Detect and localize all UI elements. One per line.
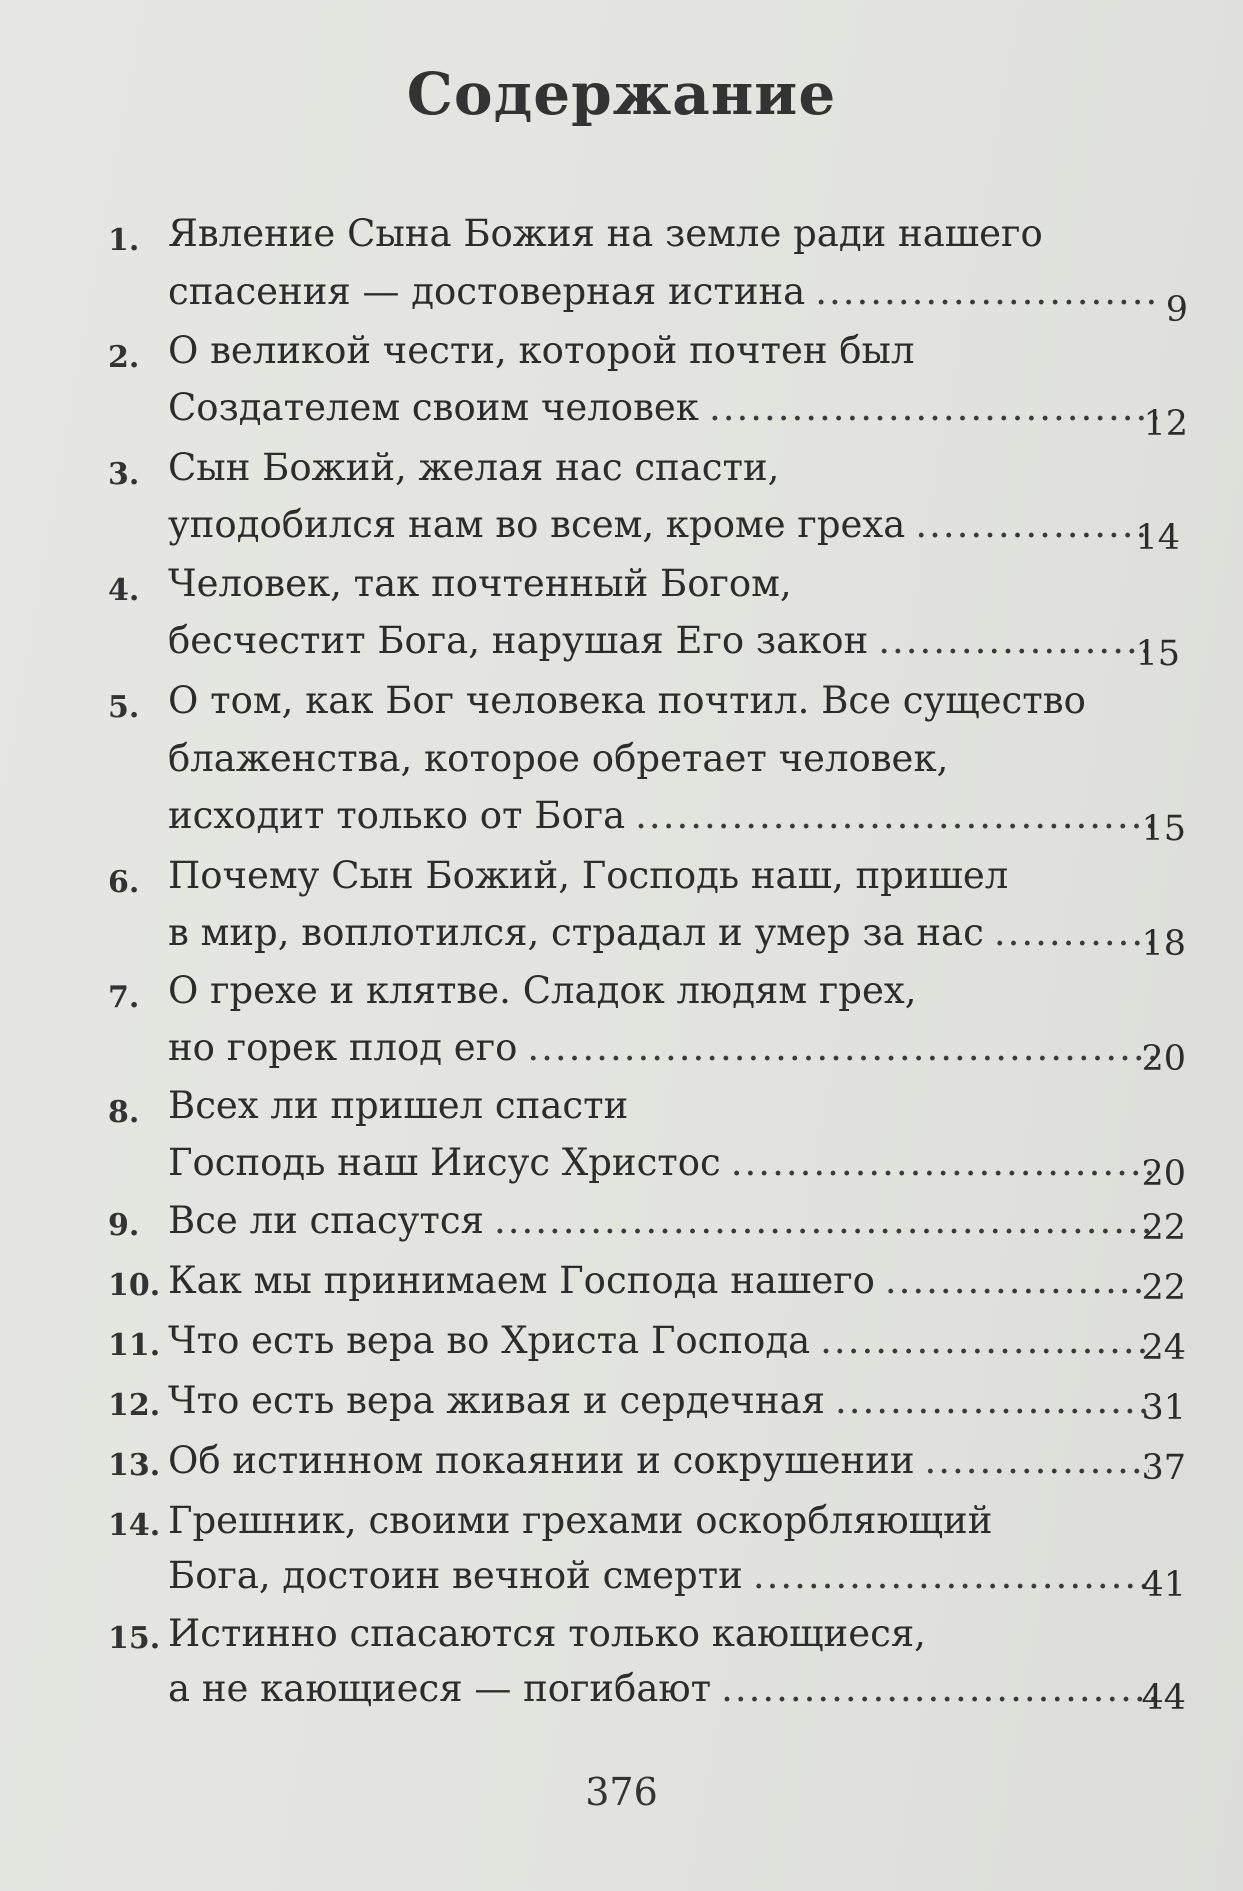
dot-leader (835, 1375, 1149, 1427)
entry-title-line: исходит только от Бога ..... (168, 790, 1165, 842)
entry-title-line: спасения — достоверная истина ..... (168, 266, 1168, 318)
entry-number: 9. (108, 1208, 140, 1243)
entry-title-line: Почему Сын Божий, Господь наш, пришел (168, 854, 1009, 897)
entry-title-line: Все ли спасутся ..... (168, 1195, 1160, 1247)
entry-number: 2. (108, 340, 140, 375)
entry-title-line: Создателем своим человек ..... (168, 382, 1168, 434)
dot-leader (731, 1137, 1159, 1189)
entry-page: 18 (1141, 924, 1186, 964)
entry-title-line: в мир, воплотился, страдал и умер за нас ..... (168, 907, 1165, 959)
entry-page: 44 (1141, 1678, 1186, 1718)
entry-title-line: Всех ли пришел спасти (168, 1084, 629, 1127)
entry-page: 22 (1141, 1268, 1186, 1308)
entry-page: 24 (1141, 1328, 1186, 1368)
entry-title-line: Истинно спасаются только кающиеся, (168, 1612, 926, 1655)
entry-number: 15. (108, 1621, 161, 1656)
entry-title-line: а не кающиеся — погибают ..... (168, 1663, 1160, 1715)
entry-title-line: О грехе и клятве. Сладок людям грех, (168, 969, 917, 1012)
page-title: Содержание (406, 60, 837, 128)
dot-leader (820, 1315, 1149, 1367)
entry-title-line: Грешник, своими грехами оскорбляющий (168, 1499, 993, 1542)
entry-title-line: Что есть вера во Христа Господа ..... (168, 1315, 1155, 1367)
entry-title-line: уподобился нам во всем, кроме греха ..... (168, 499, 1155, 551)
entry-page: 12 (1143, 404, 1188, 444)
entry-page: 15 (1135, 634, 1180, 674)
entry-title-line: Как мы принимаем Господа нашего ..... (168, 1255, 1155, 1307)
entry-title-line: О том, как Бог человека почтил. Все существо (168, 679, 1086, 722)
entry-title-line: Явление Сына Божия на земле ради нашего (168, 212, 1043, 255)
entry-page: 9 (1165, 290, 1188, 330)
entry-number: 6. (108, 865, 140, 900)
entry-title-line: бесчестит Бога, нарушая Его закон ..... (168, 615, 1155, 667)
entry-title-line: Об истинном покаянии и сокрушении ..... (168, 1435, 1155, 1487)
dot-leader (527, 1022, 1159, 1074)
dot-leader (494, 1195, 1154, 1247)
entry-title-line: Человек, так почтенный Богом, (168, 562, 792, 605)
entry-title-line: Господь наш Иисус Христос ..... (168, 1137, 1165, 1189)
entry-number: 5. (108, 690, 140, 725)
entry-number: 13. (108, 1448, 161, 1483)
entry-page: 22 (1141, 1208, 1186, 1248)
dot-leader (635, 790, 1159, 842)
dot-leader (753, 1550, 1154, 1602)
entry-number: 11. (108, 1328, 161, 1363)
dot-leader (878, 615, 1149, 667)
entry-number: 7. (108, 980, 140, 1015)
entry-title-line: Сын Божий, желая нас спасти, (168, 446, 780, 489)
entry-page: 14 (1135, 518, 1180, 558)
entry-page: 20 (1141, 1154, 1186, 1194)
entry-number: 3. (108, 457, 140, 492)
entry-number: 12. (108, 1388, 161, 1423)
page-number: 376 (585, 1770, 658, 1814)
entry-page: 37 (1141, 1448, 1186, 1488)
entry-page: 20 (1141, 1039, 1186, 1079)
dot-leader (815, 266, 1162, 318)
entry-number: 14. (108, 1508, 161, 1543)
entry-number: 4. (108, 573, 140, 608)
entry-number: 1. (108, 223, 140, 258)
entry-page: 31 (1141, 1388, 1186, 1428)
entry-page: 41 (1141, 1565, 1186, 1605)
entry-title-line: блаженства, которое обретает человек, (168, 737, 949, 780)
dot-leader (885, 1255, 1149, 1307)
entry-page: 15 (1141, 809, 1186, 849)
entry-number: 8. (108, 1095, 140, 1130)
entry-title-line: Что есть вера живая и сердечная ..... (168, 1375, 1155, 1427)
dot-leader (709, 382, 1162, 434)
entry-title-line: Бога, достоин вечной смерти ..... (168, 1550, 1160, 1602)
entry-title-line: но горек плод его ..... (168, 1022, 1165, 1074)
dot-leader (721, 1663, 1154, 1715)
entry-title-line: О великой чести, которой почтен был (168, 329, 915, 372)
entry-number: 10. (108, 1268, 161, 1303)
